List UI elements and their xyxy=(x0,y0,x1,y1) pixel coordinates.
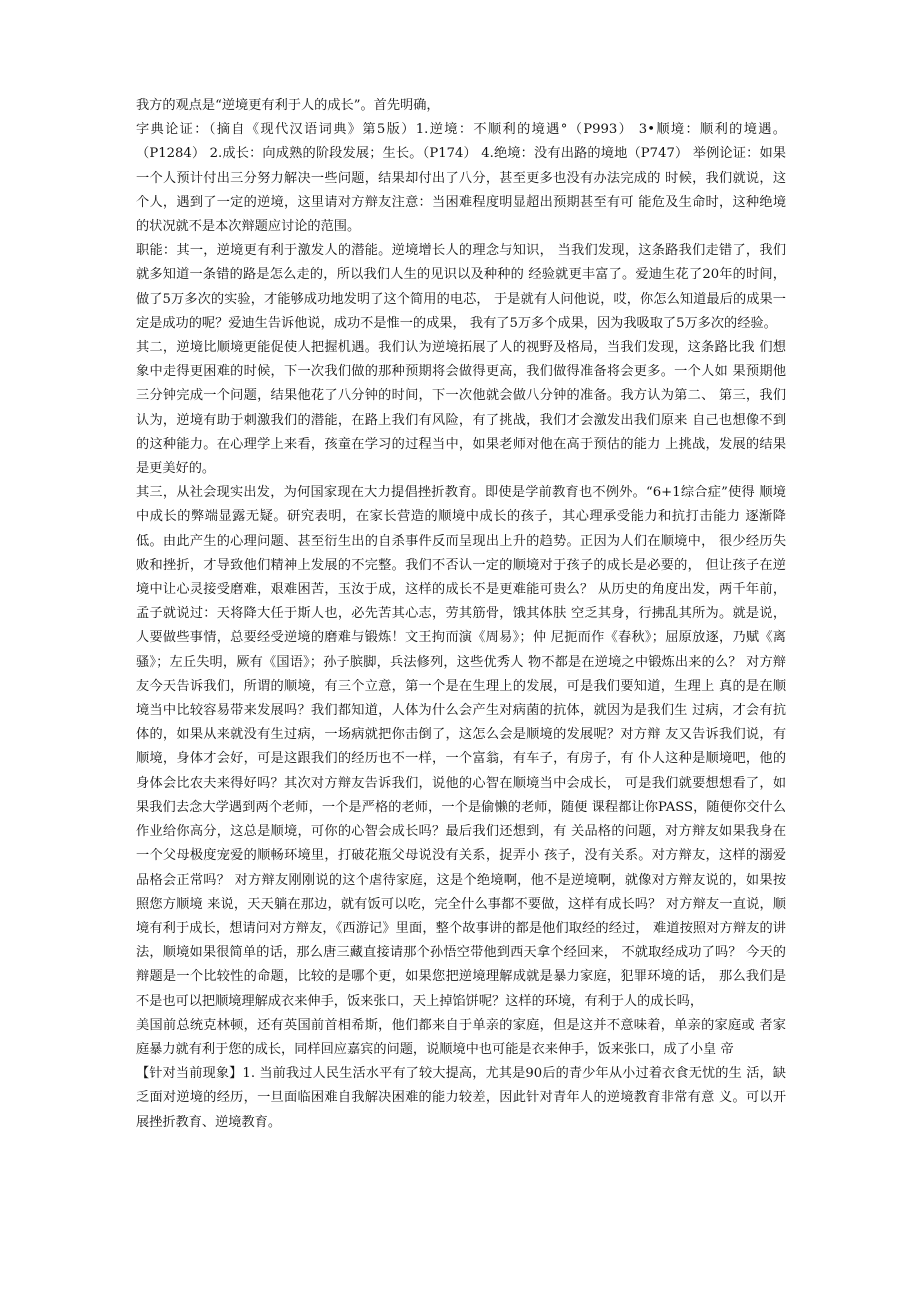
document-body xyxy=(136,94,786,1135)
point-one-paragraph: 职能：其一，逆境更有利于激发人的潜能。逆境增长人的理念与知识， 当我们发现，这条路我们走错了，我们就多知道一条错的路是怎么走的，所以我们人生的见识以及种种的 经验就更丰富了。爱迪生花了20年的时间，做了5万多次的实验，才能够成功地发明了这个简用的电芯， 于是就有人问他说，哎，你怎么知道最后的成果一定是成功的呢？爱迪生告诉他说，成功不是惟一的成果， 我有了5万多个成果，因为我吸取了5万多次的经验。 xyxy=(136,243,786,331)
current-phenomenon-paragraph: 【针对当前现象】1. 当前我过人民生活水平有了较大提高，尤其是90后的青少年从小过着衣食无忧的生 活，缺乏面对逆境的经历，一旦面临困难自我解决困难的能力较差，因此针对青年人的逆境教育非常有意 义。可以开展挫折教育、逆境教育。 xyxy=(136,1066,786,1130)
intro-paragraph: 我方的观点是“逆境更有利于人的成长”。首先明确， xyxy=(136,98,440,113)
point-two-paragraph: 其二，逆境比顺境更能促使人把握机遇。我们认为逆境拓展了人的视野及格局，当我们发现，这条路比我 们想象中走得更困难的时候，下一次我们做的那种预期将会做得更高，我们做得准备将会更多。一个人如 果预期他三分钟完成一个问题，结果他花了八分钟的时间，下一次他就会做八分钟的准备。我方认为第二、 第三，我们认为，逆境有助于刺激我们的潜能，在路上我们有风险，有了挑战，我们才会激发出我们原来 自己也想像不到的这种能力。在心理学上来看，孩童在学习的过程当中，如果老师对他在高于预估的能力 上挑战，发展的结果是更美好的。 xyxy=(136,340,787,477)
point-three-paragraph: 其三，从社会现实出发，为何国家现在大力提倡挫折教育。即使是学前教育也不例外。“6+1综合症”使得 顺境中成长的弊端显露无疑。研究表明，在家长营造的顺境中成长的孩子，其心理承受能力和抗打击能力 逐渐降低。由此产生的心理问题、甚至衍生出的自杀事件反而呈现出上升的趋势。正因为人们在顺境中， 很少经历失败和挫折，才导致他们精神上发展的不完整。我们不否认一定的顺境对于孩子的成长是必要的， 但让孩子在逆境中让心灵接受磨难，艰难困苦，玉汝于成，这样的成长不是更难能可贵么？ 从历史的角度出发，两千年前，孟子就说过：天将降大任于斯人也，必先苦其心志，劳其筋骨，饿其体肤 空乏其身，行拂乱其所为。就是说，人要做些事情，总要经受逆境的磨难与锻炼！文王拘而演《周易》；仲 尼扼而作《春秋》；屈原放逐，乃赋《离骚》；左丘失明，厥有《国语》；孙子膑脚，兵法修列，这些优秀人 物不都是在逆境之中锻炼出来的么？ 对方辩友今天告诉我们，所谓的顺境，有三个立意，第一个是在生理上的发展，可是我们要知道，生理上 真的是在顺境当中比较容易带来发展吗？我们都知道，人体为什么会产生对病菌的抗体，就因为是我们生 过病，才会有抗体的，如果从来就没有生过病，一场病就把你击倒了，这怎么会是顺境的发展呢？对方辩 友又告诉我们说，有顺境，身体才会好，可是这跟我们的经历也不一样，一个富翁，有车子，有房子，有 仆人这种是顺境吧，他的身体会比农夫来得好吗？其次对方辩友告诉我们，说他的心智在顺境当中会成长， 可是我们就要想想看了，如果我们去念大学遇到两个老师，一个是严格的老师，一个是偷懒的老师，随便 课程都让你PASS，随便你交什么作业给你高分，这总是顺境，可你的心智会成长吗？最后我们还想到，有 关品格的问题，对方辩友如果我身在一个父母极度宠爱的顺畅环境里，打破花瓶父母说没有关系，捉弄小 孩子，没有关系。对方辩友，这样的溺爱品格会正常吗？ 对方辩友刚刚说的这个虐待家庭，这是个绝境啊，他不是逆境啊，就像对方辩友说的，如果按照您方顺境 来说，天天躺在那边，就有饭可以吃，完全什么事都不要做，这样有成长吗？ 对方辩友一直说，顺境有利于成长，想请问对方辩友，《西游记》里面，整个故事讲的都是他们取经的经过， 难道按照对方辩友的讲法，顺境如果很简单的话，那么唐三藏直接请那个孙悟空带他到西天拿个经回来， 不就取经成功了吗？ 今天的辩题是一个比较性的命题，比较的是哪个更，如果您把逆境理解成就是暴力家庭，犯罪环境的话， 那么我们是不是也可以把顺境理解成衣来伸手，饭来张口，天上掉馅饼呢？这样的环境，有利于人的成长吗， xyxy=(136,485,787,1009)
examples-paragraph: 美国前总统克林顿，还有英国前首相希斯，他们都来自于单亲的家庭，但是这并不意味着，单亲的家庭或 者家庭暴力就有利于您的成长，同样回应嘉宾的问题，说顺境中也可能是衣来伸手，饭来张口，成了小皇 帝 xyxy=(136,1017,786,1057)
dictionary-argument-paragraph: 字典论证：（摘自《现代汉语词典》第5版）1.逆境：不顺利的境遇°（P993） 3•顺境：顺利的境遇。（P1284） 2.成长：向成熟的阶段发展；生长。（P174） 4.绝境：没有出路的境地（P747） 举例论证：如果一个人预计付出三分努力解决一些问题，结果却付出了八分，甚至更多也没有办法完成的 时候，我们就说，这个人，遇到了一定的逆境，这里请对方辩友注意：当困难程度明显超出预期甚至有可 能危及生命时，这种绝境的状况就不是本次辩题应讨论的范围。 xyxy=(136,122,787,235)
